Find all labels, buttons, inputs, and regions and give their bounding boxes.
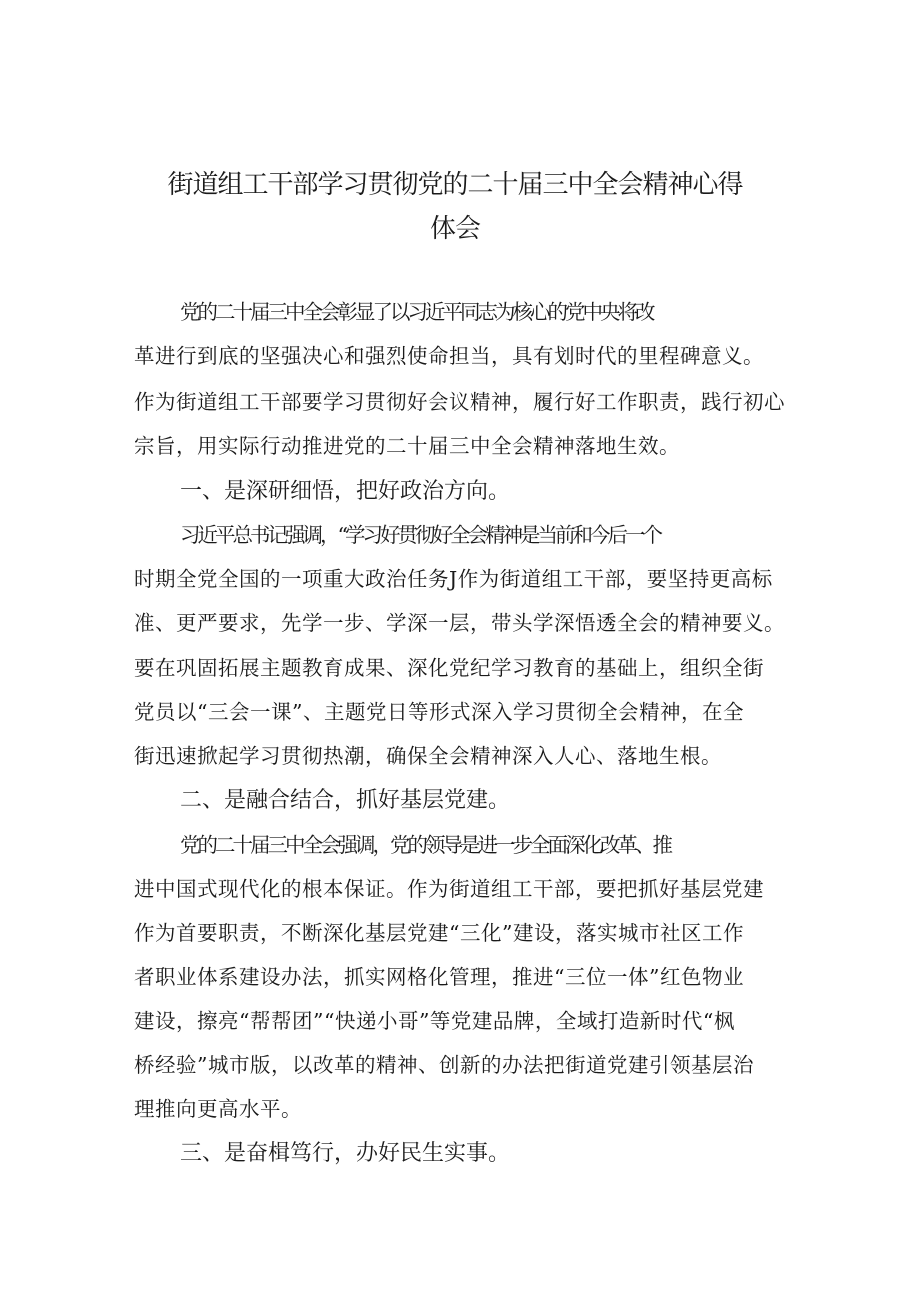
intro-line: 作为街道组工干部要学习贯彻好会议精神，履行好工作职责，践行初心 (134, 390, 785, 414)
section-1-line: 时期全党全国的一项重大政治任务J作为街道组工干部，要坚持更高标 (134, 567, 773, 591)
document-title-line-2: 体会 (429, 214, 480, 244)
section-2-line: 进中国式现代化的根本保证。作为街道组工干部，要把抓好基层党建 (134, 877, 764, 901)
section-1-line: 习近平总书记强调，“学习好贯彻好全会精神是当前和今后一个 (180, 523, 660, 547)
intro-line: 宗旨，用实际行动推进党的二十届三中全会精神落地生效。 (134, 434, 680, 458)
document-title-line-1: 街道组工干部学习贯彻党的二十届三中全会精神心得 (167, 170, 743, 200)
section-1-line: 党员以“三会一课”、主题党日等形式深入学习贯彻全会精神，在全 (134, 700, 744, 724)
intro-line: 革进行到底的坚强决心和强烈使命担当，具有划时代的里程碑意义。 (134, 344, 764, 368)
section-3-heading: 三、是奋楫笃行，办好民生实事。 (180, 1141, 511, 1166)
section-2-line: 党的二十届三中全会强调，党的领导是进一步全面深化改革、推 (180, 833, 670, 857)
section-2-line: 理推向更高水平。 (134, 1097, 302, 1121)
section-2-line: 建设，擦亮“帮帮团”“快递小哥”等党建品牌，全域打造新时代“枫 (134, 1009, 735, 1033)
section-1-line: 街迅速掀起学习贯彻热潮，确保全会精神深入人心、落地生根。 (134, 744, 722, 768)
section-2-line: 者职业体系建设办法，抓实网格化管理，推进“三位一体”红色物业 (134, 965, 744, 989)
section-1-heading: 一、是深研细悟，把好政治方向。 (180, 479, 511, 504)
intro-line: 党的二十届三中全会彰显了以习近平同志为核心的党中央将改 (180, 300, 653, 324)
section-2-line: 桥经验”城市版，以改革的精神、创新的办法把街道党建引领基层治 (134, 1053, 754, 1077)
section-1-line: 要在巩固拓展主题教育成果、深化党纪学习教育的基础上，组织全街 (134, 656, 764, 680)
section-2-line: 作为首要职责，不断深化基层党建“三化”建设，落实城市社区工作 (134, 921, 744, 945)
section-1-line: 准、更严要求，先学一步、学深一层，带头学深悟透全会的精神要义。 (134, 611, 785, 635)
section-2-heading: 二、是融合结合，抓好基层党建。 (180, 788, 511, 813)
